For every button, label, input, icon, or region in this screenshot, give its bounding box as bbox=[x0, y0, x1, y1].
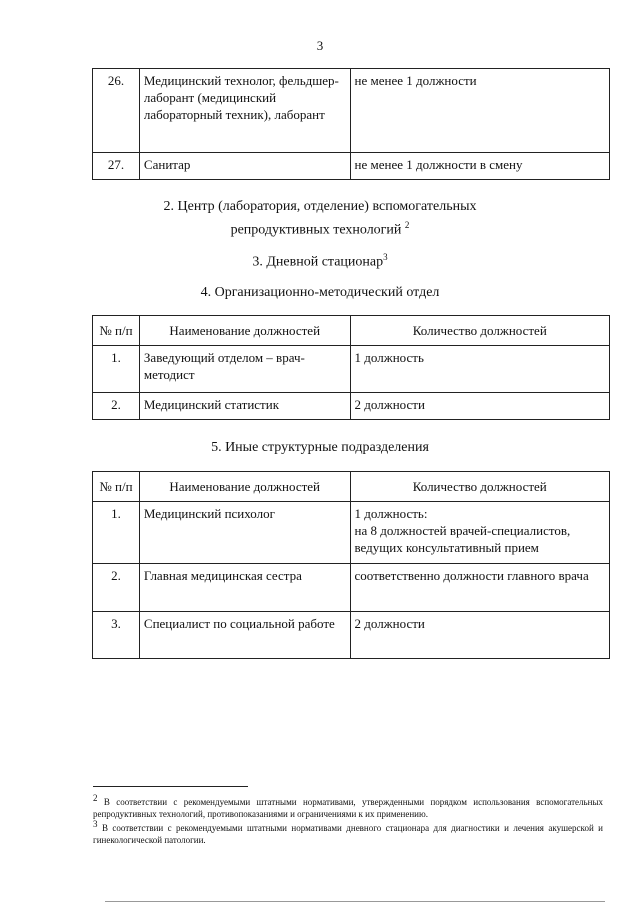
staffing-table-continued bbox=[92, 68, 610, 180]
position-quantity: 1 должность bbox=[350, 346, 609, 393]
header-quantity: Количество должностей bbox=[350, 472, 610, 502]
row-number: 3. bbox=[93, 612, 140, 659]
other-units-table bbox=[92, 471, 610, 659]
quantity-line-2: на 8 должностей врачей-специалистов, ведущих консультативный прием bbox=[354, 523, 571, 555]
footnote-marker: 3 bbox=[93, 819, 98, 829]
section-2-title-line-1: 2. Центр (лаборатория, отделение) вспомогательных bbox=[163, 199, 477, 214]
footnote-text: В соответствии с рекомендуемыми штатными нормативами, утвержденными порядком использования вспомогательных репродуктивных технологий, противопоказаниями и ограничениями к их применению. bbox=[93, 797, 604, 819]
page-number: 3 bbox=[316, 38, 324, 53]
section-5-title: 5. Иные структурные подразделения bbox=[211, 440, 429, 455]
row-number: 2. bbox=[93, 393, 140, 420]
position-name: Медицинский технолог, фельдшер-лаборант (медицинский лабораторный техник), лаборант bbox=[139, 69, 350, 153]
table-row bbox=[93, 393, 610, 420]
row-number: 1. bbox=[93, 502, 140, 564]
position-name: Заведующий отделом – врач-методист bbox=[139, 346, 350, 393]
table-row bbox=[93, 612, 610, 659]
table-row bbox=[93, 346, 610, 393]
row-number: 26. bbox=[93, 69, 140, 153]
row-number: 2. bbox=[93, 564, 140, 612]
footnote-separator bbox=[93, 786, 248, 787]
quantity-line-1: 1 должность: bbox=[354, 506, 428, 521]
position-name: Санитар bbox=[139, 153, 350, 180]
section-2-title-text: репродуктивных технологий bbox=[230, 222, 402, 238]
position-name: Специалист по социальной работе bbox=[139, 612, 350, 659]
table-header-row bbox=[93, 472, 610, 502]
position-quantity: не менее 1 должности bbox=[350, 69, 609, 153]
row-number: 1. bbox=[93, 346, 140, 393]
footnote-ref-2: 2 bbox=[404, 220, 410, 230]
table-row bbox=[93, 564, 610, 612]
footnote-2 bbox=[93, 792, 603, 820]
header-position: Наименование должностей bbox=[139, 316, 350, 346]
header-quantity: Количество должностей bbox=[350, 316, 609, 346]
position-name: Медицинский психолог bbox=[139, 502, 350, 564]
section-2-title-line-2 bbox=[0, 216, 640, 240]
position-quantity: не менее 1 должности в смену bbox=[350, 153, 609, 180]
methodical-department-table bbox=[92, 315, 610, 420]
position-quantity bbox=[350, 502, 610, 564]
row-number: 27. bbox=[93, 153, 140, 180]
footnote-text: В соответствии с рекомендуемыми штатными нормативами дневного стационара для диагностики и лечения акушерской и гинекологической патологии. bbox=[93, 823, 603, 845]
header-num: № п/п bbox=[93, 472, 140, 502]
table-row bbox=[93, 69, 610, 153]
header-position: Наименование должностей bbox=[139, 472, 350, 502]
header-num: № п/п bbox=[93, 316, 140, 346]
section-2-title bbox=[0, 198, 640, 240]
table-row bbox=[93, 153, 610, 180]
footnote-ref-3: 3 bbox=[383, 252, 388, 262]
position-quantity: соответственно должности главного врача bbox=[350, 564, 610, 612]
section-4-title: 4. Организационно-методический отдел bbox=[200, 285, 440, 300]
position-quantity: 2 должности bbox=[350, 612, 610, 659]
table-row bbox=[93, 502, 610, 564]
section-3-title bbox=[0, 248, 640, 272]
position-name: Главная медицинская сестра bbox=[139, 564, 350, 612]
footnote-3 bbox=[93, 818, 603, 846]
table-header-row bbox=[93, 316, 610, 346]
position-name: Медицинский статистик bbox=[139, 393, 350, 420]
page-bottom-edge bbox=[105, 901, 605, 902]
position-quantity: 2 должности bbox=[350, 393, 609, 420]
section-3-title-text: 3. Дневной стационар bbox=[252, 254, 384, 270]
footnote-marker: 2 bbox=[93, 793, 98, 803]
